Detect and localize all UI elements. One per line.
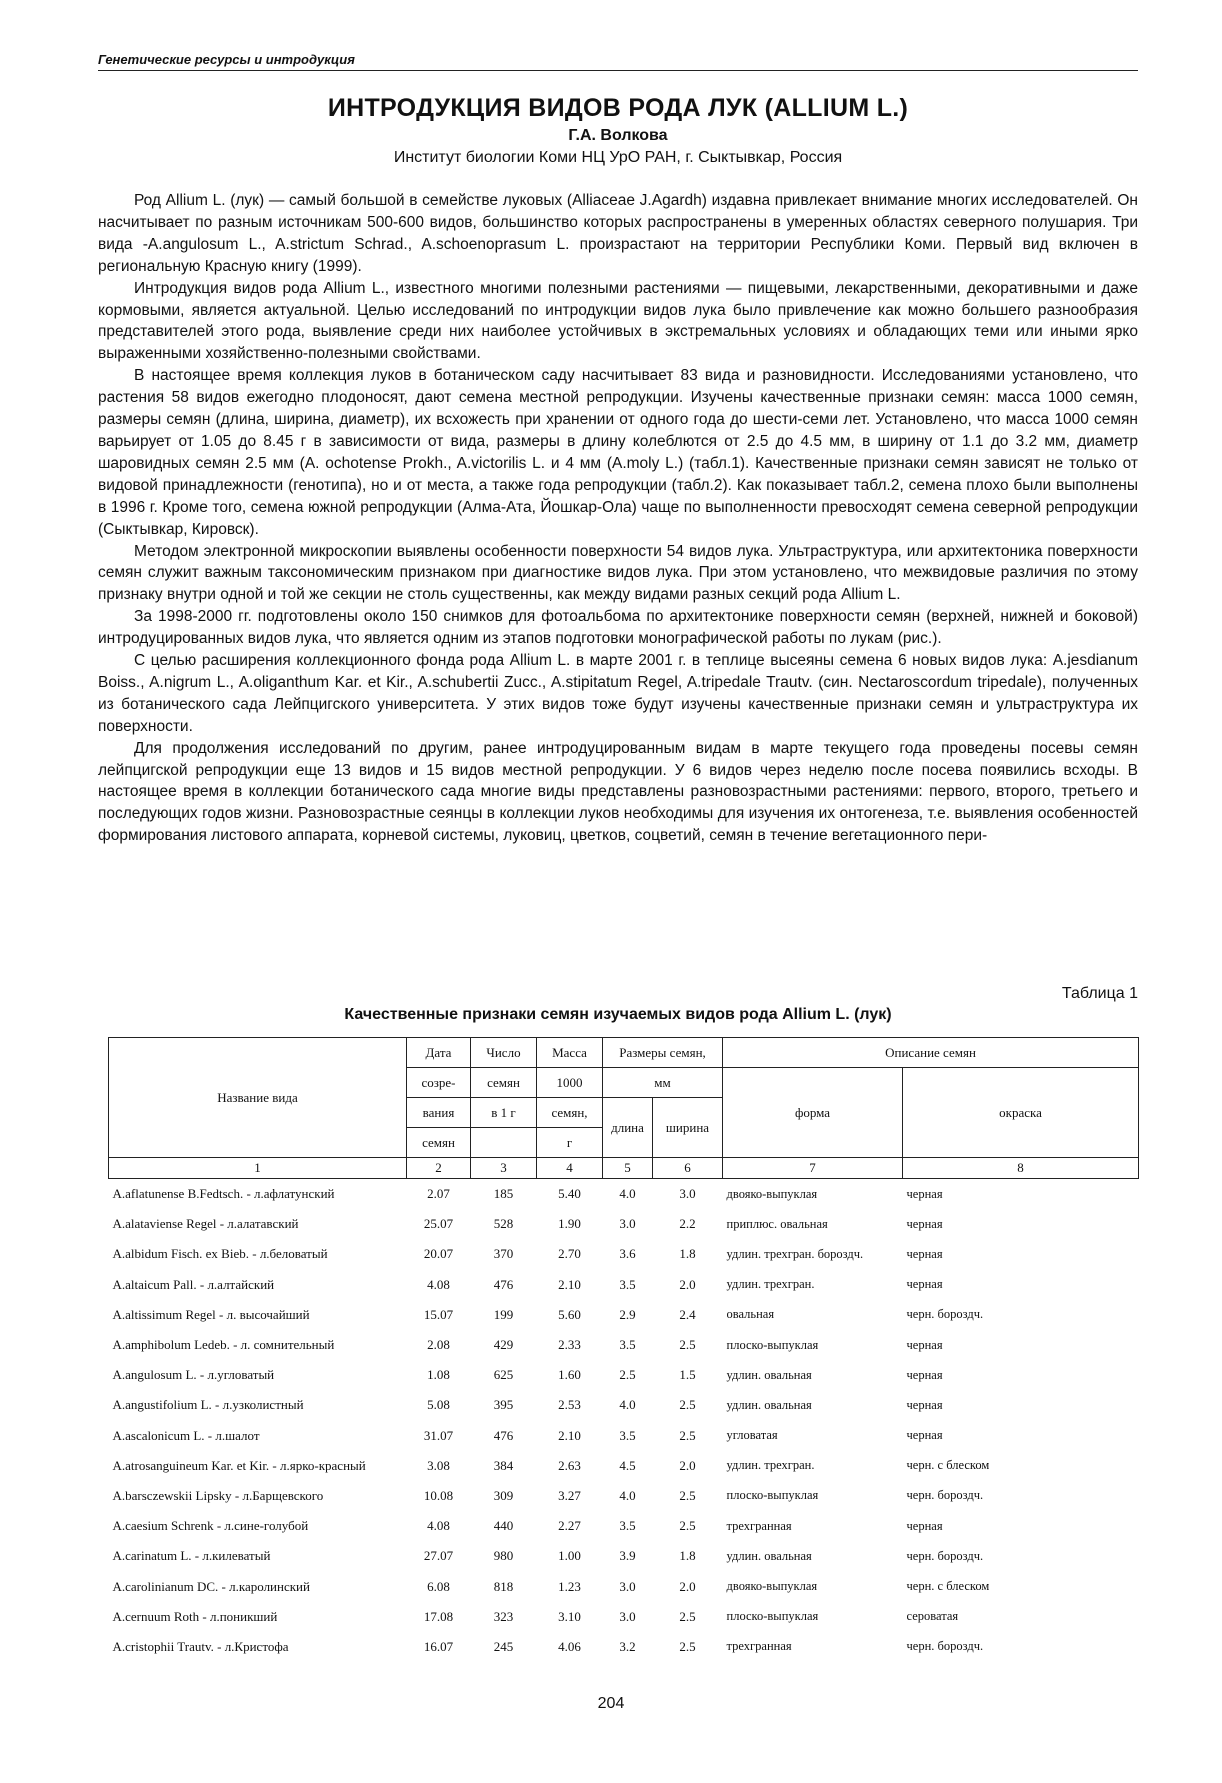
paragraph: Род Allium L. (лук) — самый большой в семействе луковых (Alliaceae J.Agardh) издавна привлекает внимание многих исследователей. Он насчитывает по разным источникам 500-600 видов, большинство которых распространены в умеренных областях северного полушария. Три вида -A.angulosum L., A.strictum Schrad., A.schoenoprasum L. произрастают на территории Республики Коми. Первый вид включен в региональную Красную книгу (1999).	[98, 192, 1138, 275]
seed-width-cell: 2.0	[679, 1578, 696, 1594]
seed-color-cell: черная	[906, 1367, 943, 1382]
column-number: 6	[653, 1158, 723, 1179]
seed-color-cell: черн. с блеском	[906, 1458, 990, 1473]
ripening-date-cell: 17.08	[423, 1608, 454, 1624]
species-name-cell: A.alataviense Regel - л.алатавский	[112, 1216, 299, 1232]
seed-width-cell: 2.0	[679, 1276, 696, 1292]
seed-form-cell: плоско-выпуклая	[726, 1488, 819, 1503]
seed-mass-cell: 4.06	[558, 1638, 581, 1654]
table-row	[109, 1511, 1139, 1541]
seed-length-cell: 2.9	[619, 1306, 636, 1322]
seed-mass-cell: 2.70	[558, 1246, 581, 1262]
seed-color-cell: черная	[906, 1337, 943, 1352]
seed-count-cell: 245	[493, 1638, 514, 1654]
table-row	[109, 1421, 1139, 1451]
article-affiliation: Институт биологии Коми НЦ УрО РАН, г. Сыктывкар, Россия	[393, 149, 843, 166]
seed-mass-cell: 1.60	[558, 1367, 581, 1383]
paragraph: За 1998-2000 гг. подготовлены около 150 снимков для фотоальбома по архитектонике поверхности семян (верхней, нижней и боковой) интродуцированных видов лука, что является одним из этапов подготовки монографической работы по лукам (рис.).	[98, 608, 1138, 648]
seed-form-cell: удлин. овальная	[726, 1397, 812, 1412]
header-mass: семян,	[537, 1098, 603, 1128]
table-label: Таблица 1	[1061, 985, 1138, 1002]
column-number: 2	[407, 1158, 471, 1179]
seed-width-cell: 1.8	[679, 1246, 696, 1262]
seed-count-cell: 980	[493, 1548, 514, 1564]
seed-length-cell: 4.0	[619, 1186, 636, 1202]
table-row	[109, 1209, 1139, 1239]
ripening-date-cell: 2.08	[427, 1337, 450, 1353]
seed-width-cell: 1.8	[679, 1548, 696, 1564]
ripening-date-cell: 1.08	[427, 1367, 450, 1383]
seed-length-cell: 3.0	[619, 1216, 636, 1232]
species-name-cell: A.amphibolum Ledeb. - л. сомнительный	[112, 1337, 335, 1353]
table-row	[109, 1541, 1139, 1571]
header-count: Число	[471, 1038, 537, 1068]
table-body	[109, 1179, 1139, 1663]
seed-count-cell: 309	[493, 1487, 514, 1503]
seed-form-cell: плоско-выпуклая	[726, 1609, 819, 1624]
seed-mass-cell: 2.27	[558, 1518, 581, 1534]
seed-form-cell: овальная	[726, 1307, 775, 1322]
species-name-cell: A.carinatum L. - л.килеватый	[112, 1548, 271, 1564]
species-name-cell: A.cristophii Trautv. - л.Кристофа	[112, 1638, 289, 1654]
header-sizes: Размеры семян,	[603, 1038, 723, 1068]
seed-mass-cell: 3.10	[558, 1608, 581, 1624]
species-name-cell: A.angustifolium L. - л.узколистный	[112, 1397, 304, 1413]
header-date: созре-	[407, 1068, 471, 1098]
seed-form-cell: удлин. овальная	[726, 1548, 812, 1563]
header-mass: г	[537, 1128, 603, 1158]
species-name-cell: A.caesium Schrenk - л.сине-голубой	[112, 1518, 309, 1534]
table-row	[109, 1330, 1139, 1360]
ripening-date-cell: 31.07	[423, 1427, 454, 1443]
seed-width-cell: 2.0	[679, 1457, 696, 1473]
ripening-date-cell: 25.07	[423, 1216, 454, 1232]
seed-color-cell: черн. бороздч.	[906, 1548, 984, 1563]
seed-mass-cell: 2.10	[558, 1276, 581, 1292]
table-row	[109, 1179, 1139, 1210]
species-name-cell: A.altissimum Regel - л. высочайший	[112, 1306, 310, 1322]
table-row	[109, 1360, 1139, 1390]
header-mass: 1000	[537, 1068, 603, 1098]
seed-width-cell: 2.5	[679, 1397, 696, 1413]
table-row	[109, 1632, 1139, 1662]
species-name-cell: A.angulosum L. - л.угловатый	[112, 1367, 275, 1383]
header-length: длина	[603, 1098, 653, 1158]
seed-width-cell: 2.5	[679, 1608, 696, 1624]
article-title: ИНТРОДУКЦИЯ ВИДОВ РОДА ЛУК (ALLIUM L.)	[327, 94, 909, 122]
column-number: 1	[109, 1158, 407, 1179]
article-author: Г.А. Волкова	[568, 127, 668, 144]
header-date: Дата	[407, 1038, 471, 1068]
species-name-cell: A.carolinianum DC. - л.каролинский	[112, 1578, 310, 1594]
column-number: 8	[903, 1158, 1139, 1179]
header-width: ширина	[653, 1098, 723, 1158]
seed-color-cell: черн. с блеском	[906, 1579, 990, 1594]
table-caption: Качественные признаки семян изучаемых видов рода Allium L. (лук)	[344, 1006, 892, 1023]
seed-mass-cell: 3.27	[558, 1487, 581, 1503]
seed-count-cell: 384	[493, 1457, 514, 1473]
table-row	[109, 1300, 1139, 1330]
seed-width-cell: 2.5	[679, 1337, 696, 1353]
seed-count-cell: 528	[493, 1216, 514, 1232]
seed-length-cell: 3.6	[619, 1246, 636, 1262]
seed-form-cell: трехгранная	[726, 1639, 792, 1654]
species-name-cell: A.atrosanguineum Kar. et Kir. - л.ярко-красный	[112, 1457, 366, 1473]
seed-length-cell: 3.9	[619, 1548, 636, 1564]
species-name-cell: A.barsczewskii Lipsky - л.Барщевского	[112, 1487, 324, 1503]
paragraph: С целью расширения коллекционного фонда рода Allium L. в марте 2001 г. в теплице высеяны семена 6 новых видов лука: A.jesdianum Boiss., A.nigrum L., A.oliganthum Kar. et Kir., A.schubertii Zucc., A.stipitatum Regel, A.tripedale Trautv. (син. Nectaroscordum tripedale), полученных из ботанического сада Лейпцигского университета. У этих видов тоже будут изучены качественные признаки семян и ультраструктура их поверхности.	[98, 652, 1138, 735]
seed-mass-cell: 2.53	[558, 1397, 581, 1413]
seed-color-cell: черн. бороздч.	[906, 1488, 984, 1503]
ripening-date-cell: 27.07	[423, 1548, 454, 1564]
seed-width-cell: 2.5	[679, 1427, 696, 1443]
seed-length-cell: 3.5	[619, 1427, 636, 1443]
seed-count-cell: 625	[493, 1367, 514, 1383]
paragraph: Для продолжения исследований по другим, ранее интродуцированным видам в марте текущего года проведены посевы семян лейпцигской репродукции еще 13 видов и 15 видов местной репродукции. У 6 видов через неделю после посева появились всходы. В настоящее время в коллекции ботанического сада многие виды представлены разновозрастными растениями: первого, второго, третьего и последующих годов жизни. Разновозрастные сеянцы в коллекции луков необходимы для изучения их онтогенеза, т.е. выявления особенностей формирования листового аппарата, корневой системы, луковиц, цветков, соцветий, семян в течение вегетационного пери-	[98, 739, 1138, 845]
seed-form-cell: удлин. овальная	[726, 1367, 812, 1382]
table-row	[109, 1270, 1139, 1300]
ripening-date-cell: 6.08	[427, 1578, 450, 1594]
seed-width-cell: 3.0	[679, 1186, 696, 1202]
seed-length-cell: 3.0	[619, 1608, 636, 1624]
seed-length-cell: 3.5	[619, 1276, 636, 1292]
seed-count-cell: 185	[493, 1186, 514, 1202]
seed-length-cell: 3.0	[619, 1578, 636, 1594]
ripening-date-cell: 10.08	[423, 1487, 454, 1503]
header-count: семян	[471, 1068, 537, 1098]
species-name-cell: A.ascalonicum L. - л.шалот	[112, 1427, 260, 1443]
seed-mass-cell: 5.60	[558, 1306, 581, 1322]
seed-length-cell: 4.0	[619, 1487, 636, 1503]
table-row	[109, 1390, 1139, 1420]
species-name-cell: A.albidum Fisch. ex Bieb. - л.беловатый	[112, 1246, 328, 1262]
column-number: 5	[603, 1158, 653, 1179]
header-mass: Масса	[537, 1038, 603, 1068]
seed-form-cell: двояко-выпуклая	[726, 1579, 818, 1594]
species-name-cell: A.cernuum Roth - л.поникший	[112, 1608, 278, 1624]
seed-length-cell: 2.5	[619, 1367, 636, 1383]
ripening-date-cell: 5.08	[427, 1397, 450, 1413]
seed-traits-table	[108, 1037, 1139, 1662]
ripening-date-cell: 16.07	[423, 1638, 454, 1654]
ripening-date-cell: 15.07	[423, 1306, 454, 1322]
table-row	[109, 1451, 1139, 1481]
seed-mass-cell: 2.63	[558, 1457, 581, 1473]
seed-color-cell: черная	[906, 1397, 943, 1412]
seed-count-cell: 440	[493, 1518, 514, 1534]
ripening-date-cell: 2.07	[427, 1186, 450, 1202]
seed-width-cell: 2.2	[679, 1216, 696, 1232]
header-color: окраска	[903, 1068, 1139, 1158]
ripening-date-cell: 4.08	[427, 1276, 450, 1292]
paragraph: Интродукция видов рода Allium L., известного многими полезными растениями — пищевыми, лекарственными, декоративными и даже кормовыми, является актуальной. Целью исследований по интродукции видов лука было привлечение как можно большего разнообразия представителей этого рода, выявление среди них наиболее устойчивых в экстремальных условиях и обладающих теми или иными ярко выраженными хозяйственно-полезными свойствами.	[98, 279, 1138, 363]
header-count	[471, 1128, 537, 1158]
seed-color-cell: сероватая	[906, 1609, 959, 1624]
seed-mass-cell: 2.33	[558, 1337, 581, 1353]
seed-count-cell: 395	[493, 1397, 514, 1413]
seed-length-cell: 3.5	[619, 1518, 636, 1534]
seed-color-cell: черн. бороздч.	[906, 1639, 984, 1654]
seed-mass-cell: 2.10	[558, 1427, 581, 1443]
seed-color-cell: черн. бороздч.	[906, 1307, 984, 1322]
seed-width-cell: 2.5	[679, 1518, 696, 1534]
article-body	[98, 190, 1138, 847]
ripening-date-cell: 4.08	[427, 1518, 450, 1534]
running-head: Генетические ресурсы и интродукция	[98, 52, 1138, 71]
seed-count-cell: 476	[493, 1276, 514, 1292]
header-description: Описание семян	[723, 1038, 1139, 1068]
header-form: форма	[723, 1068, 903, 1158]
column-number: 4	[537, 1158, 603, 1179]
seed-length-cell: 3.5	[619, 1337, 636, 1353]
seed-mass-cell: 1.23	[558, 1578, 581, 1594]
seed-count-cell: 818	[493, 1578, 514, 1594]
seed-count-cell: 429	[493, 1337, 514, 1353]
seed-count-cell: 370	[493, 1246, 514, 1262]
header-date: вания	[407, 1098, 471, 1128]
seed-color-cell: черная	[906, 1246, 943, 1261]
seed-form-cell: приплюс. овальная	[726, 1216, 828, 1231]
table-row	[109, 1481, 1139, 1511]
seed-width-cell: 2.5	[679, 1638, 696, 1654]
ripening-date-cell: 3.08	[427, 1457, 450, 1473]
column-number: 7	[723, 1158, 903, 1179]
table-row	[109, 1602, 1139, 1632]
seed-form-cell: двояко-выпуклая	[726, 1186, 818, 1201]
seed-color-cell: черная	[906, 1186, 943, 1201]
header-species: Название вида	[109, 1038, 407, 1158]
ripening-date-cell: 20.07	[423, 1246, 454, 1262]
seed-mass-cell: 1.00	[558, 1548, 581, 1564]
seed-color-cell: черная	[906, 1277, 943, 1292]
seed-form-cell: удлин. трехгран.	[726, 1458, 815, 1473]
seed-count-cell: 476	[493, 1427, 514, 1443]
seed-count-cell: 199	[493, 1306, 514, 1322]
species-name-cell: A.aflatunense B.Fedtsch. - л.афлатунский	[112, 1186, 335, 1202]
paragraph: Методом электронной микроскопии выявлены особенности поверхности 54 видов лука. Ультраструктура, или архитектоника поверхности семян служит важным таксономическим признаком при диагностике видов лука. При этом установлено, что межвидовые различия по этому признаку внутри одной и той же секции не столь существенны, как между видами разных секций рода Allium L.	[98, 542, 1138, 604]
seed-color-cell: черная	[906, 1428, 943, 1443]
table-row	[109, 1571, 1139, 1601]
seed-form-cell: трехгранная	[726, 1518, 792, 1533]
seed-length-cell: 4.0	[619, 1397, 636, 1413]
seed-width-cell: 1.5	[679, 1367, 696, 1383]
seed-color-cell: черная	[906, 1216, 943, 1231]
header-sizes-unit: мм	[603, 1068, 723, 1098]
seed-mass-cell: 5.40	[558, 1186, 581, 1202]
seed-form-cell: плоско-выпуклая	[726, 1337, 819, 1352]
header-count: в 1 г	[471, 1098, 537, 1128]
seed-width-cell: 2.4	[679, 1306, 696, 1322]
page-number: 204	[597, 1695, 625, 1712]
seed-form-cell: угловатая	[726, 1428, 778, 1443]
seed-count-cell: 323	[493, 1608, 514, 1624]
table-row	[109, 1239, 1139, 1269]
seed-length-cell: 3.2	[619, 1638, 636, 1654]
seed-width-cell: 2.5	[679, 1487, 696, 1503]
seed-length-cell: 4.5	[619, 1457, 636, 1473]
seed-form-cell: удлин. трехгран.	[726, 1277, 815, 1292]
column-number: 3	[471, 1158, 537, 1179]
seed-color-cell: черная	[906, 1518, 943, 1533]
species-name-cell: A.altaicum Pall. - л.алтайский	[112, 1276, 275, 1292]
seed-mass-cell: 1.90	[558, 1216, 581, 1232]
seed-form-cell: удлин. трехгран. бороздч.	[726, 1246, 864, 1261]
paragraph: В настоящее время коллекция луков в ботаническом саду насчитывает 83 вида и разновидности. Исследованиями установлено, что растения 58 видов ежегодно плодоносят, дают семена местной репродукции. Изучены качественные признаки семян: масса 1000 семян, размеры семян (длина, ширина, диаметр), их всхожесть при хранении от одного года до шести-семи лет. Установлено, что масса 1000 семян варьирует от 1.05 до 8.45 г в зависимости от вида, размеры в длину колеблются от 2.5 до 4.5 мм, в ширину от 1.1 до 3.2 мм, диаметр шаровидных семян 2.5 мм (A. ochotense Prokh., A.victorilis L. и 4 мм (A.moly L.) (табл.1). Качественные признаки семян зависят не только от видовой принадлежности (генотипа), но и от места, а также года репродукции (табл.2). Как показывает табл.2, семена плохо были выполнены в 1996 г. Кроме того, семена южной репродукции (Алма-Ата, Йошкар-Ола) чаще по выполненности превосходят семена северной репродукции (Сыктывкар, Кировск).	[98, 367, 1138, 538]
header-date: семян	[407, 1128, 471, 1158]
